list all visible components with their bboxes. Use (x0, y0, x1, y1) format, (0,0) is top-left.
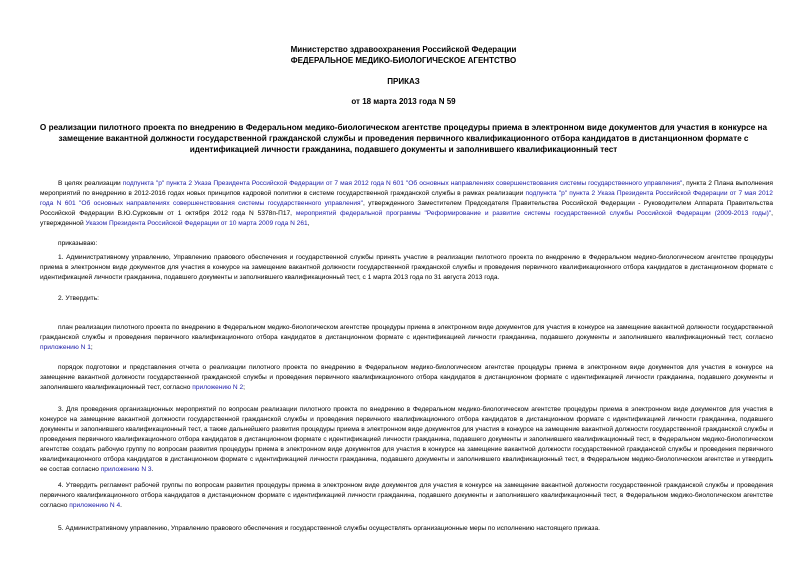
preamble-text: , утвержденной (40, 210, 773, 227)
item-4-text: 4. Утвердить регламент рабочей группы по вопросам развития процедуры приема в электронном виде документов для участия в конкурсе на замещение вакантной должности государственной гражданской службы и проведения первичного квалификационного отбора кандидатов в дистанционном формате с идентификацией личности гражданина, подавшего документы и заполнившего квалификационный тест, в Федеральном медико-биологическом агентстве согласно (40, 482, 773, 509)
appendix-3-link[interactable]: приложению N 3 (100, 466, 152, 473)
agency-name: ФЕДЕРАЛЬНОЕ МЕДИКО-БИОЛОГИЧЕСКОЕ АГЕНТСТВО (290, 56, 517, 65)
ministry-name: Министерство здравоохранения Российской Федерации (290, 45, 517, 54)
document-type: ПРИКАЗ (387, 77, 420, 86)
item-3-text: 3. Для проведения организационных мероприятий по вопросам реализации пилотного проекта по внедрению в Федеральном медико-биологическом агентстве процедуры приема в электронном виде документов для участия в конкурсе на замещение вакантной должности государственной гражданской службы и проведения первичного квалификационного отбора кандидатов в дистанционном формате с идентификацией личности гражданина, подавшего документы и заполнившего квалификационный тест, а также дальнейшего развития процедуры приема в электронном виде документов для участия в конкурсе на замещение вакантной должности государственной гражданской службы и проведения первичного квалификационного отбора кандидатов в дистанционном формате с идентификацией личности гражданина, подавшего документы и заполнившего квалификационный тест, в Федеральном медико-биологическом агентстве создать рабочую группу по вопросам развития процедуры приема в электронном виде документов для участия в конкурсе на замещение вакантной должности государственной гражданской службы и проведения первичного квалификационного отбора кандидатов в дистанционном формате с идентификацией личности гражданина, подавшего документы и заполнившего квалификационный тест, в Федеральном медико-биологическом агентстве и утвердить ее состав согласно (40, 406, 773, 473)
item-4-end: . (120, 502, 122, 509)
document-date: от 18 марта 2013 года N 59 (351, 97, 456, 106)
item-1: 1. Административному управлению, Управлению правового обеспечения и государственной службы принять участие в реализации пилотного проекта по внедрению в Федеральном медико-биологическом агентстве процедуры приема в электронном виде документов для участия в конкурсе на замещение вакантной должности государственной гражданской службы и проведения первичного квалификационного отбора кандидатов в дистанционном формате с идентификацией личности гражданина, подавшего документы и заполнившего квалификационный тест, с 1 марта 2013 года по 31 августа 2013 года. (40, 254, 773, 281)
appendix-2-link[interactable]: приложению N 2 (192, 384, 244, 391)
item-2-report (40, 363, 773, 393)
order-word: приказываю: (58, 240, 98, 247)
item-2-plan (40, 323, 773, 353)
decree-601-link-2[interactable]: подпункта "р" пункта 2 Указа Президента Российской Федерации от 7 мая 2012 года N 601 "Об основных направлениях совершенствования системы государственного управления" (40, 190, 773, 207)
item-2-plan-end: ; (90, 344, 93, 351)
appendix-4-link[interactable]: приложению N 4 (69, 502, 121, 509)
appendix-1-link[interactable]: приложению N 1 (40, 344, 91, 351)
item-3-end: . (151, 466, 154, 473)
item-2-report-text: порядок подготовки и представления отчета о реализации пилотного проекта по внедрению в Федеральном медико-биологическом агентстве процедуры приема в электронном виде документов для участия в конкурсе на замещение вакантной должности государственной гражданской службы и проведения первичного квалификационного отбора кандидатов в дистанционном формате с идентификацией личности гражданина, подавшего документы и заполнившего квалификационный тест, согласно (40, 364, 773, 391)
decree-261-link[interactable]: Указом Президента Российской Федерации от 10 марта 2009 года N 261 (85, 220, 308, 227)
item-2: 2. Утвердить: (58, 295, 99, 302)
item-2-report-end: ; (243, 384, 246, 391)
document-title: О реализации пилотного проекта по внедрению в Федеральном медико-биологическом агентстве процедуры приема в электронном виде документов для участия в конкурсе на замещение вакантной должности государственной гражданской службы и проведения первичного квалификационного отбора кандидатов в дистанционном формате с идентификацией личности гражданина, подавшего документы и заполнившего квалификационный тест (39, 123, 768, 154)
preamble-text: , (307, 220, 310, 227)
preamble-paragraph (40, 179, 773, 229)
decree-601-link[interactable]: подпункта "р" пункта 2 Указа Президента Российской Федерации от 7 мая 2012 года N 601 "Об основных направлениях совершенствования системы государственного управления" (122, 180, 683, 187)
preamble-text: , утвержденного Заместителем Председателя Правительства Российской Федерации - Руководителем Аппарата Правительства Российской Федерации В.Ю.Сурковым от 1 октября 2012 года N 5378п-П17, (40, 200, 774, 217)
item-5: 5. Административному управлению, Управлению правового обеспечения и государственной службы осуществлять организационные меры по исполнению настоящего приказа. (58, 525, 600, 532)
item-2-plan-text: план реализации пилотного проекта по внедрению в Федеральном медико-биологическом агентстве процедуры приема в электронном виде документов для участия в конкурсе на замещение вакантной должности государственной гражданской службы и проведения первичного квалификационного отбора кандидатов в дистанционном формате с идентификацией личности гражданина, подавшего документы и заполнившего квалификационный тест, согласно (40, 324, 773, 341)
federal-program-link[interactable]: мероприятий федеральной программы "Реформирование и развитие системы государственной службы Российской Федерации (2009-2013 годы)" (295, 210, 772, 217)
item-4 (40, 481, 773, 511)
item-3 (40, 405, 773, 475)
preamble-text: В целях реализации (58, 180, 123, 187)
preamble-text: , пункта 2 Плана выполнения мероприятий по внедрению в 2012-2016 годах новых принципов кадровой политики в системе государственной гражданской службы в рамках реализации (40, 180, 773, 197)
